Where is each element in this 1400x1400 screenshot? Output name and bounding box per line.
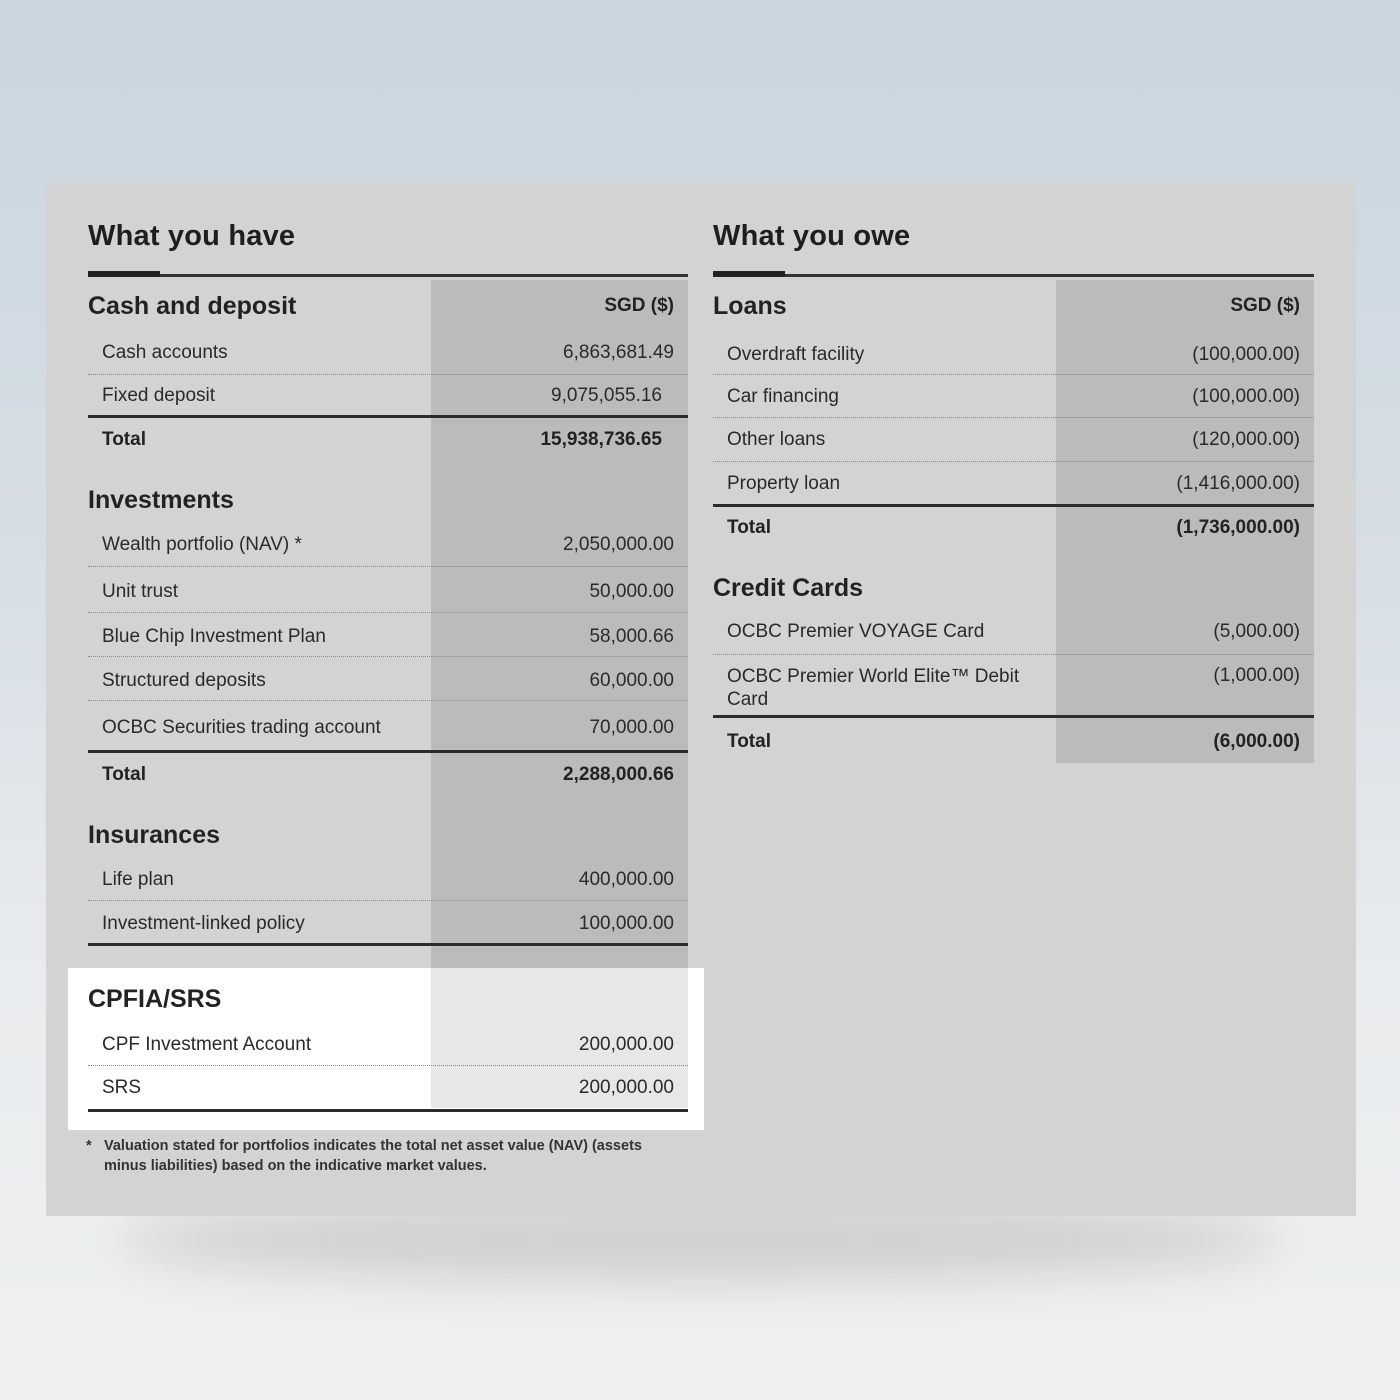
section-rule: [88, 943, 688, 946]
row-separator: [713, 461, 1314, 462]
heading-rule: [88, 274, 688, 277]
total-rule: [88, 750, 688, 753]
heading-rule-accent: [88, 271, 160, 277]
row-separator: [88, 900, 688, 901]
row-separator: [88, 374, 688, 375]
table-row: OCBC Premier World Elite™ Debit Card (1,000.00): [727, 665, 1300, 710]
value-band: [431, 280, 688, 968]
row-separator: [88, 566, 688, 567]
credit-cards-section-title: Credit Cards: [713, 574, 864, 602]
loans-section-title: Loans: [713, 292, 787, 320]
cpf-section-title: CPFIA/SRS: [88, 985, 222, 1013]
statement-sheet: What you have Cash and deposit SGD ($) Cash accounts 6,863,681.49 Fixed deposit 9,075,055.16 Total 15,938,736.65 Investments Wealth portfolio (NAV) * 2,050,000.00 Unit trust 50,000.00 Blue Chip Investment Plan 58,000.66 Structured deposits 60,000.00 OCBC Securities trading account 70,000.00 Total 2,288,000.66 Insurances Life plan 400,000.00 Investment-linked policy 100,000.00 CPFIA/SRS CPF Investment Account 200,000.00 SRS 200,000.00 * Valuation stated for portfolios indicates the total net asset value (NAV) (assets minus liabilities) based on the indicative market values. What you owe Loans SGD ($) Overdraft facility (100,000.00) Car financing (100,000.00) Other loans (120,000.00) Property loan (1,416,000.00) Total (1,736,000.00) Credit Cards OCBC Premier VOYAGE Card (5,000.00) OCBC Premier World Elite™ Debit Card (1,000.00) Total (6,000.00): [46, 184, 1356, 1216]
liabilities-heading: What you owe: [713, 220, 911, 252]
footnote-mark: *: [86, 1138, 92, 1154]
investments-section-title: Investments: [88, 486, 234, 514]
cash-section-title: Cash and deposit: [88, 292, 297, 320]
insurances-section-title: Insurances: [88, 821, 221, 849]
row-separator: [713, 654, 1314, 655]
row-separator: [713, 417, 1314, 418]
row-separator: [88, 700, 688, 701]
row-separator: [713, 374, 1314, 375]
currency-header: SGD ($): [604, 295, 674, 316]
currency-header: SGD ($): [1230, 295, 1300, 316]
total-rule: [713, 504, 1314, 507]
total-rule: [713, 715, 1314, 718]
footnote-text: Valuation stated for portfolios indicates the total net asset value (NAV) (assets minus liabilities) based on the indicative market values.: [104, 1138, 642, 1174]
total-rule: [88, 415, 688, 418]
heading-rule: [713, 274, 1314, 277]
row-separator: [88, 656, 688, 657]
heading-rule-accent: [713, 271, 785, 277]
row-separator: [88, 612, 688, 613]
row-separator: [88, 1065, 688, 1066]
assets-heading: What you have: [88, 220, 296, 252]
section-rule: [88, 1109, 688, 1112]
